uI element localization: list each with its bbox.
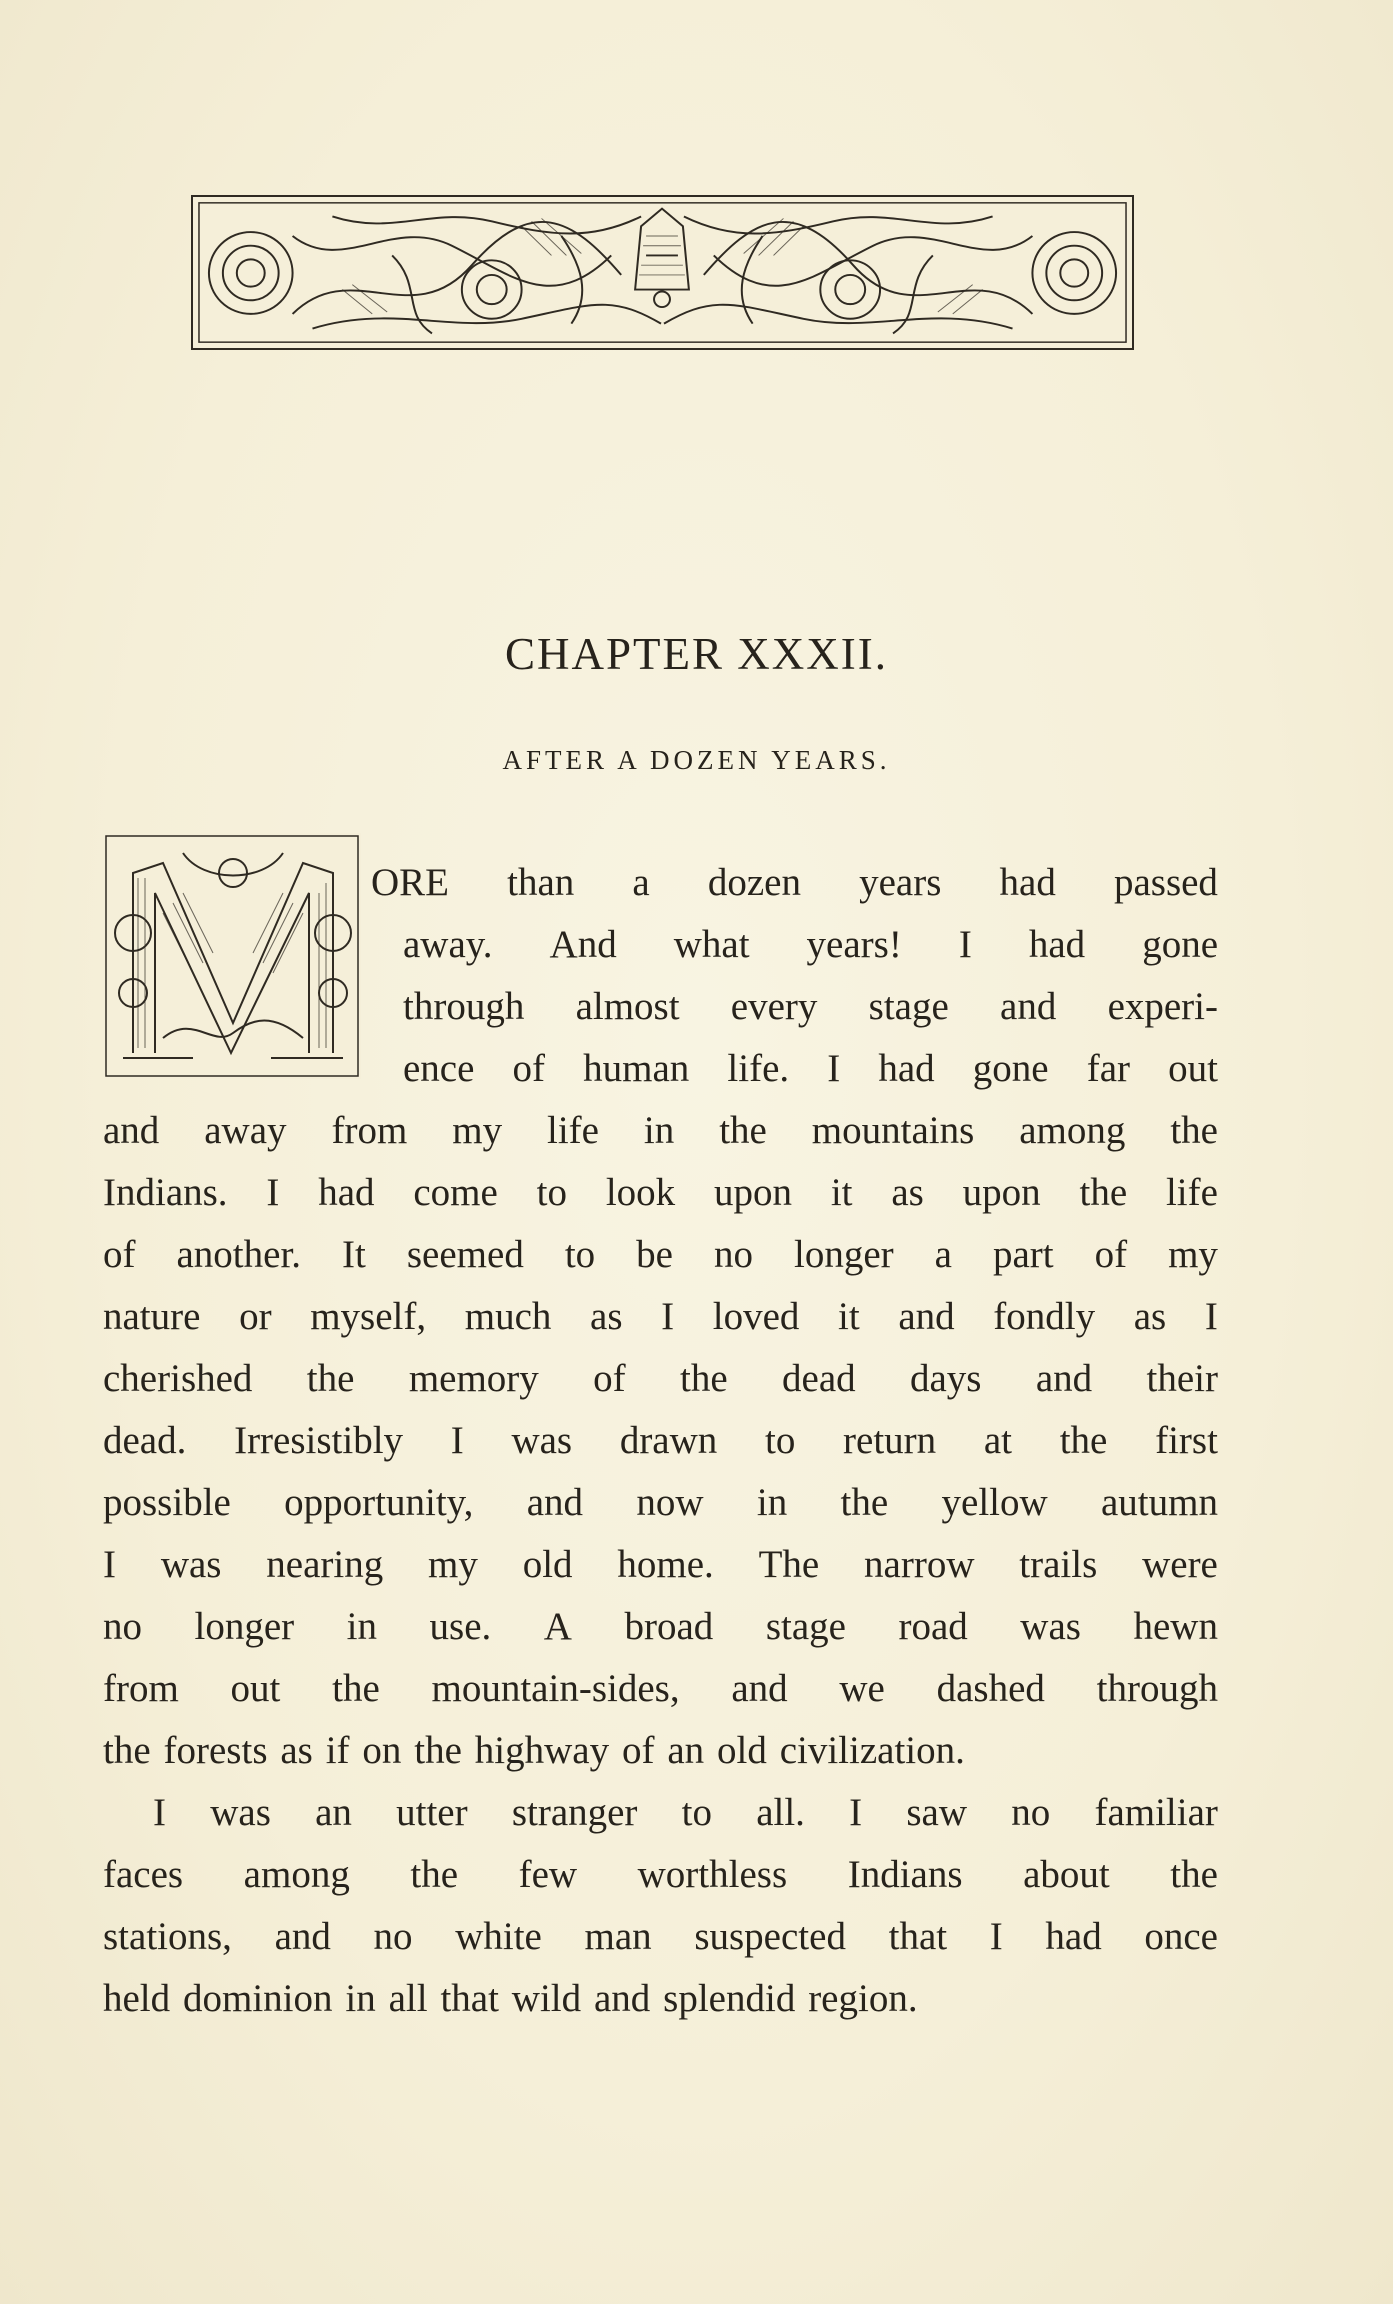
- text-line: nature or myself, much as I loved it and fondly as I: [103, 1295, 1218, 1338]
- paragraph: [103, 1782, 1218, 2030]
- text-line: the forests as if on the highway of an old civilization.: [103, 1729, 965, 1772]
- text-line: possible opportunity, and now in the yellow autumn: [103, 1481, 1218, 1524]
- text-line: ence of human life. I had gone far out: [403, 1047, 1218, 1090]
- text-line: Indians. I had come to look upon it as upon the life: [103, 1171, 1218, 1214]
- text-line: faces among the few worthless Indians about the: [103, 1853, 1218, 1896]
- text-line: cherished the memory of the dead days and their: [103, 1357, 1218, 1400]
- text-line: no longer in use. A broad stage road was hewn: [103, 1605, 1218, 1648]
- text-line: through almost every stage and experi-: [403, 985, 1218, 1028]
- text-line: I was an utter stranger to all. I saw no familiar: [153, 1791, 1218, 1834]
- text-line: away. And what years! I had gone: [403, 923, 1218, 966]
- text-line: from out the mountain-sides, and we dashed through: [103, 1667, 1218, 1710]
- paragraph: [103, 852, 1218, 1782]
- chapter-subtitle: AFTER A DOZEN YEARS.: [502, 745, 891, 775]
- text-line: dead. Irresistibly I was drawn to return at the first: [103, 1419, 1218, 1462]
- text-line: stations, and no white man suspected that I had once: [103, 1915, 1218, 1958]
- chapter-title: CHAPTER XXXII.: [505, 629, 888, 679]
- text-line: of another. It seemed to be no longer a part of my: [103, 1233, 1218, 1276]
- text-line: held dominion in all that wild and splendid region.: [103, 1977, 918, 2020]
- ornamental-headpiece: [191, 195, 1134, 350]
- body-text: [103, 852, 1218, 2030]
- text-line: and away from my life in the mountains among the: [103, 1109, 1218, 1152]
- text-line: I was nearing my old home. The narrow trails were: [103, 1543, 1218, 1586]
- text-line: ORE than a dozen years had passed: [371, 861, 1218, 904]
- drop-cap-letter: M: [231, 1018, 233, 1019]
